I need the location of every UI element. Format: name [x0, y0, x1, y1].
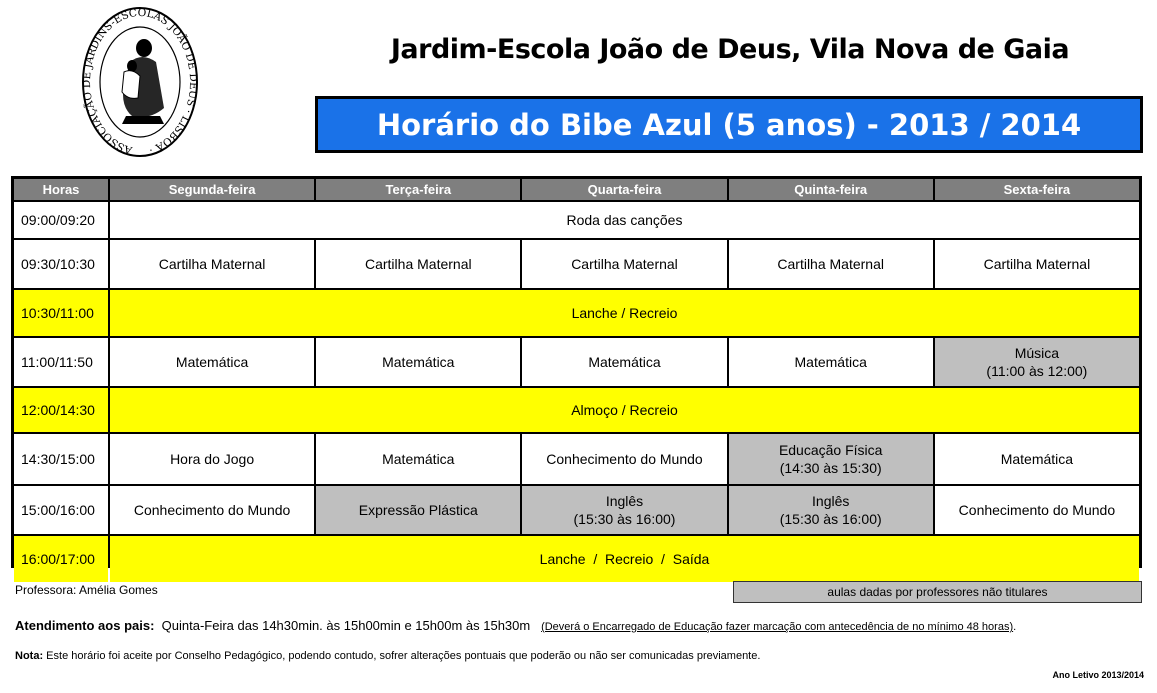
- note-text: Este horário foi aceite por Conselho Pedagógico, podendo contudo, sofrer alterações pontuais que poderão ou não ser comunicadas previamente.: [46, 650, 761, 662]
- attendance-label: Atendimento aos pais:: [15, 618, 155, 633]
- activity-cell: Cartilha Maternal: [316, 240, 520, 288]
- activity-cell: Hora do Jogo: [110, 434, 314, 484]
- legend-external-teachers: aulas dadas por professores não titulares: [733, 581, 1142, 603]
- activity-label: Música: [1014, 345, 1060, 361]
- activity-cell: Conhecimento do Mundo: [522, 434, 726, 484]
- activity-time: (15:30 às 16:00): [779, 511, 882, 527]
- activity-cell: Matemática: [522, 338, 726, 386]
- header-wednesday: Quarta-feira: [522, 179, 726, 200]
- activity-cell: Matemática: [729, 338, 933, 386]
- activity-all-days: Roda das canções: [110, 202, 1139, 238]
- time-slot: 09:00/09:20: [14, 202, 108, 238]
- note-label: Nota:: [15, 650, 44, 662]
- activity-cell: Matemática: [316, 338, 520, 386]
- attendance-note: (Deverá o Encarregado de Educação fazer marcação com antecedência de no mínimo 48 horas): [541, 621, 1014, 633]
- attendance-text: Quinta-Feira das 14h30min. às 15h00min e 15h00m às 15h30m: [161, 618, 531, 633]
- time-slot: 15:00/16:00: [14, 486, 108, 534]
- activity-cell: Cartilha Maternal: [110, 240, 314, 288]
- note: [15, 650, 760, 662]
- schedule-title-banner: Horário do Bibe Azul (5 anos) - 2013 / 2014: [315, 96, 1143, 153]
- activity-label: Inglês: [812, 493, 850, 509]
- header-thursday: Quinta-feira: [729, 179, 933, 200]
- header-monday: Segunda-feira: [110, 179, 314, 200]
- activity-cell: Cartilha Maternal: [935, 240, 1139, 288]
- activity-cell-external: [729, 434, 933, 484]
- time-slot: 11:00/11:50: [14, 338, 108, 386]
- activity-label: Inglês: [605, 493, 644, 509]
- teacher-name: Professora: Amélia Gomes: [15, 583, 158, 597]
- time-slot: 12:00/14:30: [14, 388, 108, 432]
- timetable: [11, 176, 1142, 568]
- time-slot: 09:30/10:30: [14, 240, 108, 288]
- break-row: Almoço / Recreio: [110, 388, 1139, 432]
- activity-cell-external: [522, 486, 726, 534]
- activity-cell-external: [935, 338, 1139, 386]
- time-slot: 14:30/15:00: [14, 434, 108, 484]
- activity-time: (11:00 às 12:00): [986, 363, 1088, 379]
- school-logo-seal: [80, 6, 200, 164]
- seal-text: ASSOCIAÇÃO DE JARDINS-ESCOLAS JOÃO DE DEUS · LISBOA ·: [80, 6, 200, 157]
- school-year: Ano Letivo 2013/2014: [1052, 670, 1144, 680]
- school-name: Jardim-Escola João de Deus, Vila Nova de Gaia: [390, 34, 1070, 65]
- activity-cell: Cartilha Maternal: [522, 240, 726, 288]
- time-slot: 10:30/11:00: [14, 290, 108, 336]
- activity-time: (14:30 às 15:30): [779, 460, 882, 476]
- break-row: Lanche / Recreio / Saída: [110, 536, 1139, 582]
- activity-cell: Matemática: [316, 434, 520, 484]
- activity-cell: Matemática: [110, 338, 314, 386]
- header-tuesday: Terça-feira: [316, 179, 520, 200]
- parent-attendance: [15, 618, 1016, 633]
- activity-cell: Cartilha Maternal: [729, 240, 933, 288]
- activity-label: Educação Física: [778, 442, 883, 458]
- activity-cell: Conhecimento do Mundo: [935, 486, 1139, 534]
- activity-time: (15:30 às 16:00): [573, 511, 676, 527]
- header-friday: Sexta-feira: [935, 179, 1139, 200]
- time-slot: 16:00/17:00: [14, 536, 108, 582]
- header-hours: Horas: [14, 179, 108, 200]
- activity-cell-external: Expressão Plástica: [316, 486, 520, 534]
- activity-cell: Conhecimento do Mundo: [110, 486, 314, 534]
- activity-cell: Matemática: [935, 434, 1139, 484]
- attendance-end: .: [1013, 621, 1017, 633]
- activity-cell-external: [729, 486, 933, 534]
- break-row: Lanche / Recreio: [110, 290, 1139, 336]
